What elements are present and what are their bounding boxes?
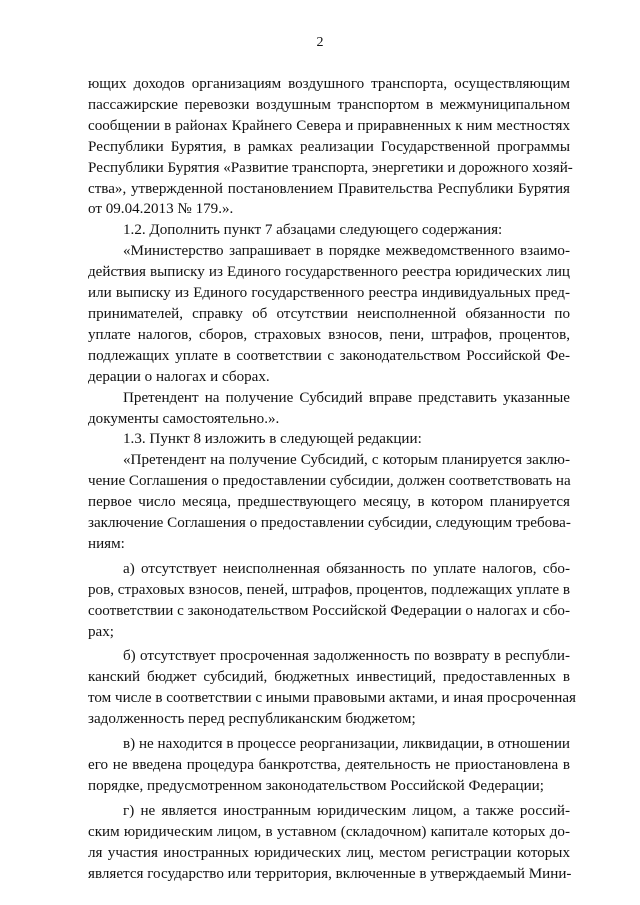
paragraph bbox=[88, 559, 570, 643]
text-line: г) не является иностранным юридическим лицом, а также россий- bbox=[123, 802, 570, 819]
text-line: соответствии с законодательством Российской Федерации о налогах и сбо- bbox=[88, 602, 570, 619]
text-line: Претендент на получение Субсидий вправе представить указанные bbox=[123, 389, 570, 406]
text-line: пассажирские перевозки воздушным транспортом в межмуниципальном bbox=[88, 96, 570, 113]
page-number: 2 bbox=[316, 35, 324, 50]
text-line: б) отсутствует просроченная задолженность по возврату в республи- bbox=[123, 648, 570, 665]
paragraph bbox=[88, 646, 576, 730]
text-line: является государство или территория, включенные в утверждаемый Мини- bbox=[88, 865, 572, 882]
text-line: Республики Бурятия «Развитие транспорта, энергетики и дорожного хозяй- bbox=[88, 159, 573, 176]
text-line: или выписку из Единого государственного реестра индивидуальных пред- bbox=[88, 285, 570, 302]
paragraph bbox=[88, 801, 570, 885]
text-line: том числе в соответствии с иными правовыми актами, и иная просроченная bbox=[88, 690, 576, 707]
text-line: первое число месяца, предшествующего месяцу, в котором планируется bbox=[88, 494, 570, 511]
paragraph bbox=[88, 241, 570, 387]
text-line: ля участия иностранных юридических лиц, местом регистрации которых bbox=[88, 844, 570, 861]
text-line: ющих доходов организациям воздушного транспорта, осуществляющим bbox=[88, 76, 570, 92]
text-line: рах; bbox=[88, 623, 114, 640]
text-line: его не введена процедура банкротства, деятельность не приостановлена в bbox=[88, 757, 570, 773]
text-line: Республики Бурятия, в рамках реализации Государственной программы bbox=[88, 138, 570, 155]
paragraph bbox=[88, 450, 570, 555]
paragraph bbox=[88, 734, 570, 797]
text-line: дерации о налогах и сборах. bbox=[88, 368, 270, 385]
text-line: порядке, предусмотренном законодательством Российской Федерации; bbox=[88, 777, 544, 794]
text-line: заключение Соглашения о предоставлении субсидии, следующим требова- bbox=[88, 515, 571, 532]
text-line: «Претендент на получение Субсидий, с которым планируется заклю- bbox=[123, 452, 570, 469]
paragraph bbox=[88, 220, 570, 241]
text-line: сообщении в районах Крайнего Севера и приравненных к ним местностях bbox=[88, 117, 570, 134]
text-line: задолженность перед республиканским бюджетом; bbox=[88, 711, 416, 728]
text-line: от 09.04.2013 № 179.». bbox=[88, 201, 234, 218]
text-line: уплате налогов, сборов, страховых взносов, пени, штрафов, процентов, bbox=[88, 326, 570, 343]
text-line: документы самостоятельно.». bbox=[88, 410, 280, 427]
paragraph bbox=[88, 388, 570, 430]
text-line: а) отсутствует неисполненная обязанность по уплате налогов, сбо- bbox=[123, 560, 570, 577]
text-line: ским юридическим лицом, в уставном (складочном) капитале которых до- bbox=[88, 823, 570, 840]
text-line: подлежащих уплате в соответствии с законодательством Российской Фе- bbox=[88, 347, 570, 364]
text-line: канский бюджет субсидий, бюджетных инвестиций, предоставленных в bbox=[88, 669, 570, 686]
text-line: в) не находится в процессе реорганизации, ликвидации, в отношении bbox=[123, 736, 570, 753]
text-line: 1.2. Дополнить пункт 7 абзацами следующего содержания: bbox=[123, 222, 503, 239]
text-line: чение Соглашения о предоставлении субсидии, должен соответствовать на bbox=[88, 473, 571, 490]
text-line: ров, страховых взносов, пеней, штрафов, процентов, подлежащих уплате в bbox=[88, 581, 570, 598]
document-body bbox=[88, 74, 576, 884]
text-line: 1.3. Пункт 8 изложить в следующей редакции: bbox=[123, 431, 422, 448]
text-line: ства», утвержденной постановлением Правительства Республики Бурятия bbox=[88, 180, 570, 197]
paragraph bbox=[88, 74, 573, 220]
paragraph bbox=[88, 429, 570, 450]
text-line: принимателей, справку об отсутствии неисполненной обязанности по bbox=[88, 305, 570, 322]
text-line: действия выписку из Единого государственного реестра юридических лиц bbox=[88, 264, 570, 281]
text-line: «Министерство запрашивает в порядке межведомственного взаимо- bbox=[123, 243, 570, 260]
text-line: ниям: bbox=[88, 535, 125, 552]
